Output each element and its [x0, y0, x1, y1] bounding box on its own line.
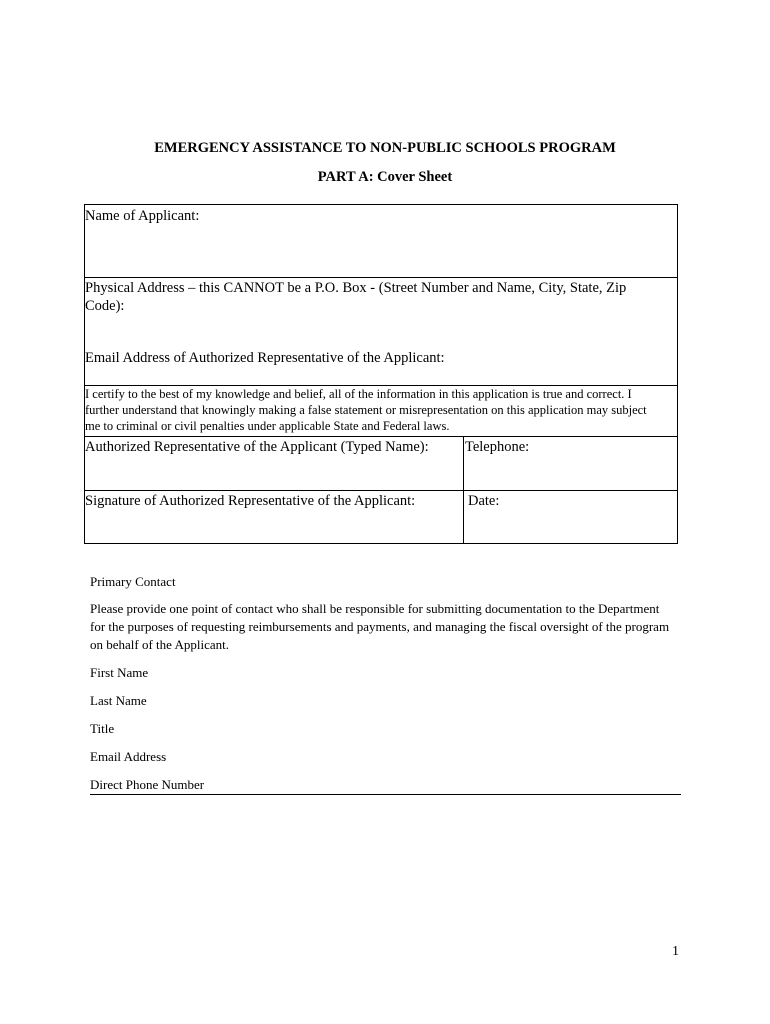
- address-email-section[interactable]: [85, 277, 677, 386]
- first-name-label: First Name: [90, 665, 149, 680]
- title-label: Title: [90, 721, 115, 736]
- direct-phone-label: Direct Phone Number: [90, 777, 205, 792]
- name-of-applicant-label: Name of Applicant:: [85, 208, 200, 224]
- typed-name-label: Authorized Representative of the Applicant (Typed Name):: [85, 439, 429, 455]
- signature-label: Signature of Authorized Representative of the Applicant:: [85, 493, 416, 509]
- email-authorized-rep-label: Email Address of Authorized Representative of the Applicant:: [85, 350, 445, 366]
- certification-section: [85, 385, 677, 437]
- typed-name-row[interactable]: [85, 436, 677, 491]
- primary-contact-heading: Primary Contact: [90, 574, 176, 589]
- signature-row[interactable]: [85, 490, 677, 544]
- primary-contact-instructions: Please provide one point of contact who shall be responsible for submitting documentation to the Department for the purposes of requesting reimbursements and payments, and managing the fiscal oversight of the program on behalf of the Applicant.: [90, 601, 670, 652]
- document-subtitle: PART A: Cover Sheet: [317, 169, 453, 185]
- column-divider: [463, 436, 464, 544]
- email-address-label: Email Address: [90, 749, 167, 764]
- date-label: Date:: [468, 493, 500, 509]
- page-number: 1: [672, 944, 679, 959]
- last-name-label: Last Name: [90, 693, 147, 708]
- cover-sheet-form: [84, 204, 678, 544]
- name-of-applicant-field[interactable]: [85, 205, 677, 278]
- document-title: EMERGENCY ASSISTANCE TO NON-PUBLIC SCHOOLS PROGRAM: [154, 140, 616, 156]
- telephone-label: Telephone:: [465, 439, 530, 455]
- physical-address-label: Physical Address – this CANNOT be a P.O. Box - (Street Number and Name, City, State, Zip Code):: [85, 280, 627, 314]
- contact-divider: [90, 794, 681, 795]
- certification-text: I certify to the best of my knowledge and belief, all of the information in this application is true and correct. I further understand that knowingly making a false statement or misrepresentation on this application may subject me to criminal or civil penalties under applicable State and Federal laws.: [85, 387, 647, 433]
